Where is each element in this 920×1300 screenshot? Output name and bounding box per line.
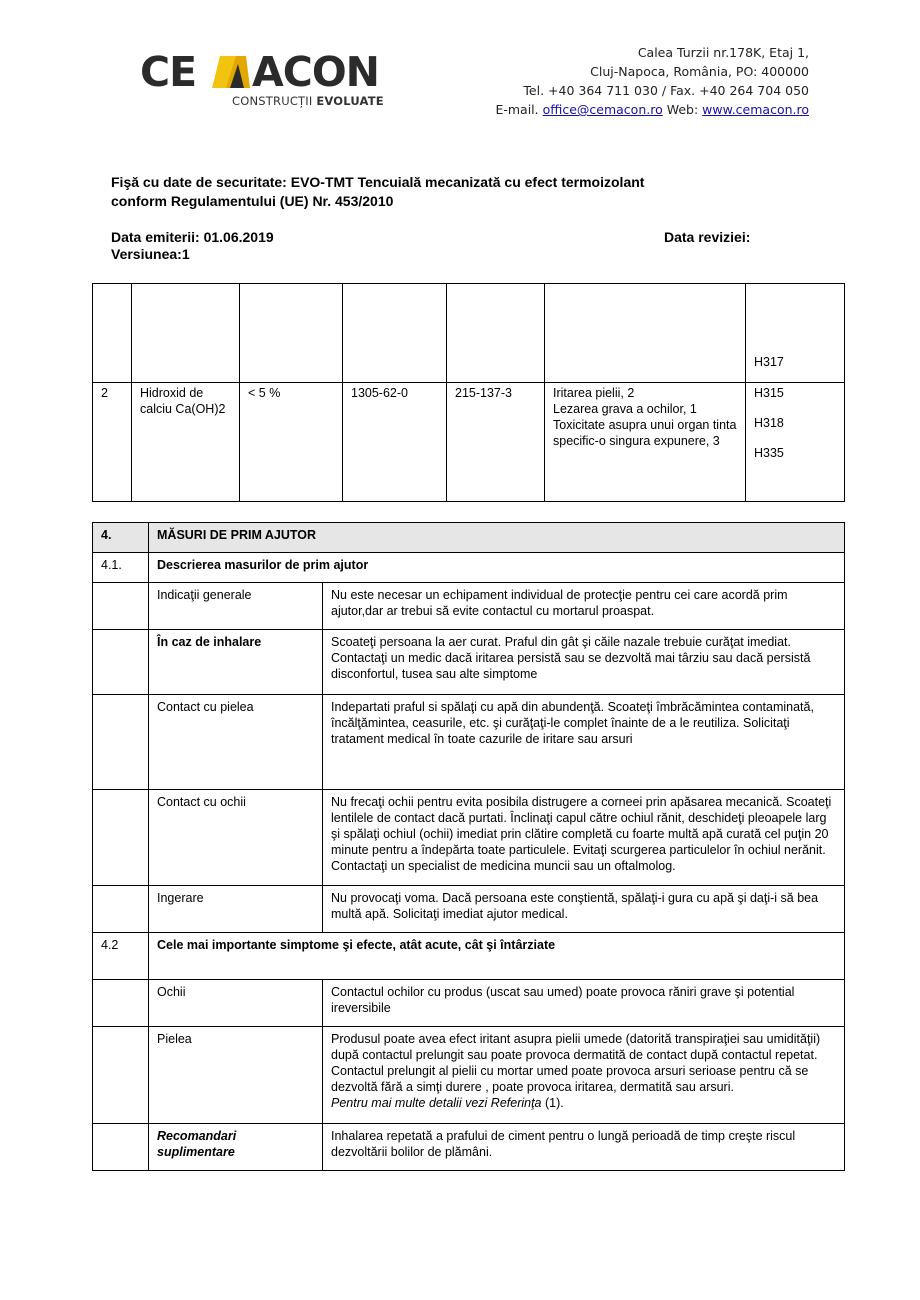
logo-m-icon — [212, 56, 250, 88]
table-row — [93, 630, 845, 695]
table-row — [93, 1124, 845, 1171]
logo-tagline-bold: EVOLUATE — [316, 94, 384, 108]
row-text — [323, 1027, 845, 1124]
subsection-title: Descrierea masurilor de prim ajutor — [149, 553, 845, 583]
email-label: E-mail. — [495, 102, 539, 117]
component-concentration: < 5 % — [240, 383, 343, 502]
row-label: Contact cu ochii — [149, 790, 323, 886]
reference-number: (1). — [541, 1096, 564, 1110]
component-classification — [545, 383, 746, 502]
hazard-code: H335 — [754, 446, 784, 460]
row-text: Nu frecaţi ochii pentru evita posibila distrugere a corneei prin apăsarea mecanică. Scoateţi lentilele de contact dacă purtati. Înclinaţi capul către ochiul rănit, deschideţi pleoapele larg şi spălaţi ochiul (ochii) imediat prin clătire completă cu foarte multă apă curată cel puţin 20 minute pentru a îndepărta toate particulele. Evitaţi scurgerea particulelor în ochiul nerănit. Contactaţi un specialist de medicina muncii sau un oftalmolog. — [323, 790, 845, 886]
table-row — [93, 695, 845, 790]
row-label: În caz de inhalare — [149, 630, 323, 695]
skin-paragraph: Produsul poate avea efect iritant asupra pielii umede (datorită transpiraţiei sau umidităţii) după contactul prelungit sau poate provoca dermatită de contact după contactul repetat. — [331, 1032, 821, 1062]
version: Versiunea:1 — [111, 246, 190, 262]
issue-date: Data emiterii: 01.06.2019 — [111, 229, 274, 245]
email-web-line — [495, 100, 809, 119]
address-line-2: Cluj-Napoca, România, PO: 400000 — [590, 64, 809, 79]
table-row — [93, 790, 845, 886]
classification-line: Lezarea grava a ochilor, 1 — [553, 402, 697, 416]
table-row — [93, 1027, 845, 1124]
first-aid-table — [92, 522, 845, 1171]
row-label: Indicaţii generale — [149, 583, 323, 630]
row-label: Ingerare — [149, 886, 323, 933]
section-number: 4. — [93, 523, 149, 553]
company-contact — [495, 43, 809, 119]
hazard-code: H318 — [754, 416, 784, 430]
logo-text-left: CE — [140, 52, 197, 92]
subsection-number: 4.2 — [93, 933, 149, 980]
revision-date-label: Data reviziei: — [664, 229, 751, 245]
table-row — [93, 383, 845, 502]
components-table — [92, 283, 845, 502]
subsection-title: Cele mai importante simptome şi efecte, atât acute, cât şi întârziate — [149, 933, 845, 980]
hazard-code: H317 — [754, 355, 784, 369]
section-title: MĂSURI DE PRIM AJUTOR — [149, 523, 845, 553]
subsection-row — [93, 553, 845, 583]
address-line-1: Calea Turzii nr.178K, Etaj 1, — [637, 45, 809, 60]
row-label: Recomandari suplimentare — [149, 1124, 323, 1171]
table-row — [93, 284, 845, 383]
document-title — [111, 173, 644, 211]
classification-line: Iritarea pielii, 2 — [553, 386, 635, 400]
phone-line: Tel. +40 364 711 030 / Fax. +40 264 704 050 — [523, 83, 809, 98]
document-meta — [111, 229, 274, 263]
classification-line: Toxicitate asupra unui organ tinta specific-o singura expunere, 3 — [553, 418, 737, 448]
section-header-row — [93, 523, 845, 553]
reference-text: Pentru mai multe detalii vezi Referinţa — [331, 1096, 542, 1110]
table-row — [93, 886, 845, 933]
row-label: Contact cu pielea — [149, 695, 323, 790]
component-ec: 215-137-3 — [447, 383, 545, 502]
logo-tagline-normal: CONSTRUCȚII — [232, 94, 317, 108]
skin-paragraph: Contactul prelungit al pielii cu mortar umed poate provoca arsuri serioase pentru că se dezvoltă fără a simţi durere , poate provoca iritarea, dermatită sau arsuri. — [331, 1064, 809, 1094]
title-line-2: conform Regulamentului (UE) Nr. 453/2010 — [111, 193, 394, 209]
component-name: Hidroxid de calciu Ca(OH)2 — [132, 383, 240, 502]
company-logo — [140, 52, 390, 112]
row-text: Scoateţi persoana la aer curat. Praful din gât şi căile nazale trebuie curăţat imediat. Contactaţi un medic dacă iritarea persistă sau se dezvoltă mai târziu sau dacă persistă disconfortul, tusea sau alte simptome — [323, 630, 845, 695]
logo-tagline — [232, 94, 384, 108]
logo-mark — [140, 52, 390, 92]
component-cas: 1305-62-0 — [343, 383, 447, 502]
row-label: Ochii — [149, 980, 323, 1027]
row-text: Indepartati praful si spălaţi cu apă din abundenţă. Scoateţi îmbrăcămintea contaminată, încălţămintea, ceasurile, etc. şi curăţaţi-le complet înainte de a le reutiliza. Solicitaţi tratament medical în toate cazurile de iritare sau arsuri — [323, 695, 845, 790]
row-text: Contactul ochilor cu produs (uscat sau umed) poate provoca răniri grave şi potential ireversibile — [323, 980, 845, 1027]
row-text: Nu este necesar un echipament individual de protecţie pentru cei care acordă prim ajutor,dar ar trebui să evite contactul cu mortarul proaspat. — [323, 583, 845, 630]
web-label: Web: — [666, 102, 699, 117]
row-label: Pielea — [149, 1027, 323, 1124]
hazard-code-cell — [746, 284, 845, 383]
subsection-row — [93, 933, 845, 980]
subsection-number: 4.1. — [93, 553, 149, 583]
table-row — [93, 980, 845, 1027]
web-link[interactable]: www.cemacon.ro — [702, 102, 809, 117]
row-text: Nu provocaţi voma. Dacă persoana este conştientă, spălaţi-i gura cu apă şi daţi-i să bea multă apă. Solicitaţi imediat ajutor medical. — [323, 886, 845, 933]
component-codes — [746, 383, 845, 502]
title-line-1: Fişă cu date de securitate: EVO-TMT Tencuială mecanizată cu efect termoizolant — [111, 174, 645, 190]
table-row — [93, 583, 845, 630]
email-link[interactable]: office@cemacon.ro — [542, 102, 663, 117]
component-number: 2 — [93, 383, 132, 502]
row-text: Inhalarea repetată a prafului de ciment pentru o lungă perioadă de timp creşte riscul dezvoltării bolilor de plămâni. — [323, 1124, 845, 1171]
reference-line — [331, 1095, 836, 1111]
logo-text-right: ACON — [252, 52, 379, 92]
hazard-code: H315 — [754, 386, 784, 400]
